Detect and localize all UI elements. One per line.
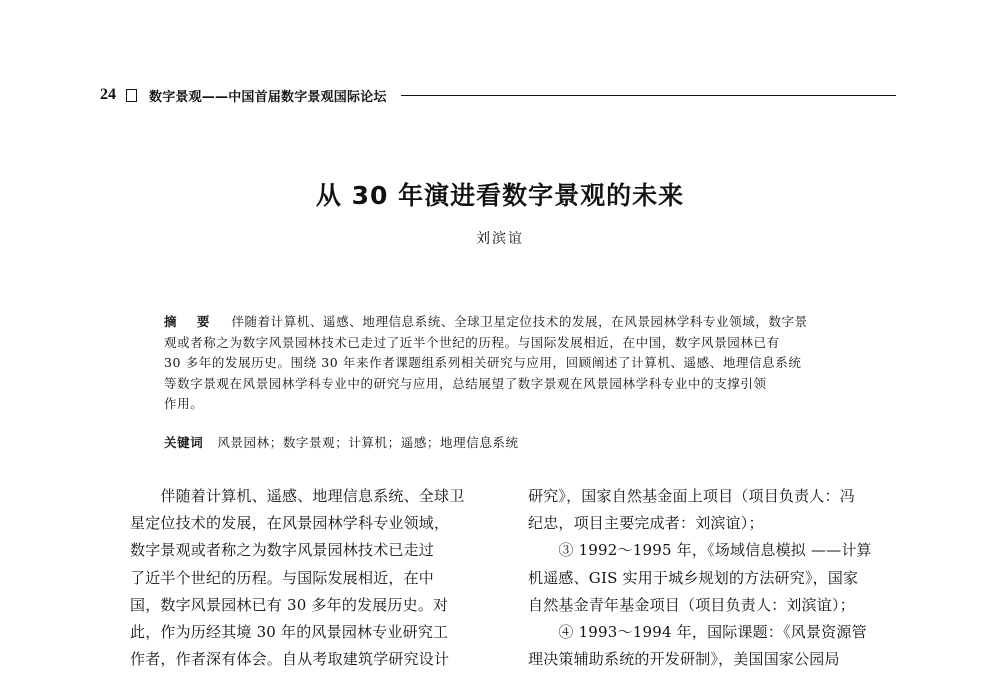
body-line: 作者，作者深有体会。自从考取建筑学研究设计 [130, 650, 450, 669]
abstract-line: 观或者称之为数字风景园林技术已走过了近半个世纪的历程。与国际发展相近，在中国，数字风景园林已有 [164, 334, 780, 350]
body-line: 研究》，国家自然基金面上项目（项目负责人：冯 [528, 487, 855, 505]
body-line: ③ 1992～1995 年，《场域信息模拟 ——计算 [528, 541, 872, 560]
body-line: 理决策辅助系统的开发研制》，美国国家公园局 [528, 650, 840, 669]
keywords-label: 关键词 [164, 435, 204, 450]
body-line: 国，数字风景园林已有 30 多年的发展历史。对 [130, 595, 449, 614]
body-line: 此，作为历经其境 30 年的风景园林专业研究工 [130, 623, 449, 642]
body-line: 了近半个世纪的历程。与国际发展相近，在中 [130, 568, 435, 587]
running-title: 数字景观——中国首届数字景观国际论坛 [149, 89, 387, 105]
body-line: 数字景观或者称之为数字风景园林技术已走过 [130, 541, 435, 560]
header-rule [401, 95, 896, 96]
abstract-line-text: 伴随着计算机、遥感、地理信息系统、全球卫星定位技术的发展，在风景园林学科专业领域，数字景 [231, 314, 808, 329]
abstract-line: 等数字景观在风景园林学科专业中的研究与应用，总结展望了数字景观在风景园林学科专业中的支撑引领 [164, 375, 767, 391]
body-line: 纪忠，项目主要完成者：刘滨谊）； [528, 514, 764, 533]
abstract [164, 312, 860, 415]
keywords [164, 433, 860, 451]
abstract-label: 摘 要 [164, 314, 218, 329]
abstract-line: 30 多年的发展历史。围绕 30 年来作者课题组系列相关研究与应用，回顾阐述了计算机、遥感、地理信息系统 [164, 355, 802, 371]
body-line: 机遥感、GIS 实用于城乡规划的方法研究》，国家 [528, 568, 859, 587]
body-column-left [130, 483, 498, 673]
body-line: 伴随着计算机、遥感、地理信息系统、全球卫 [130, 487, 465, 505]
page-number: 24 [100, 86, 116, 103]
running-header [100, 84, 896, 106]
header-square-icon [126, 89, 137, 102]
keywords-text: 风景园林；数字景观；计算机；遥感；地理信息系统 [217, 435, 519, 450]
body-line: 星定位技术的发展，在风景园林学科专业领域， [130, 514, 450, 533]
article-title: 从 30 年演进看数字景观的未来 [315, 181, 685, 210]
article-author: 刘滨谊 [476, 231, 524, 247]
body-column-right [528, 483, 896, 673]
abstract-line: 作用。 [164, 396, 204, 412]
body-line: ④ 1993～1994 年，国际课题：《风景资源管 [528, 623, 867, 642]
body-line: 自然基金青年基金项目（项目负责人：刘滨谊）； [528, 595, 855, 614]
abstract-line [164, 312, 860, 333]
